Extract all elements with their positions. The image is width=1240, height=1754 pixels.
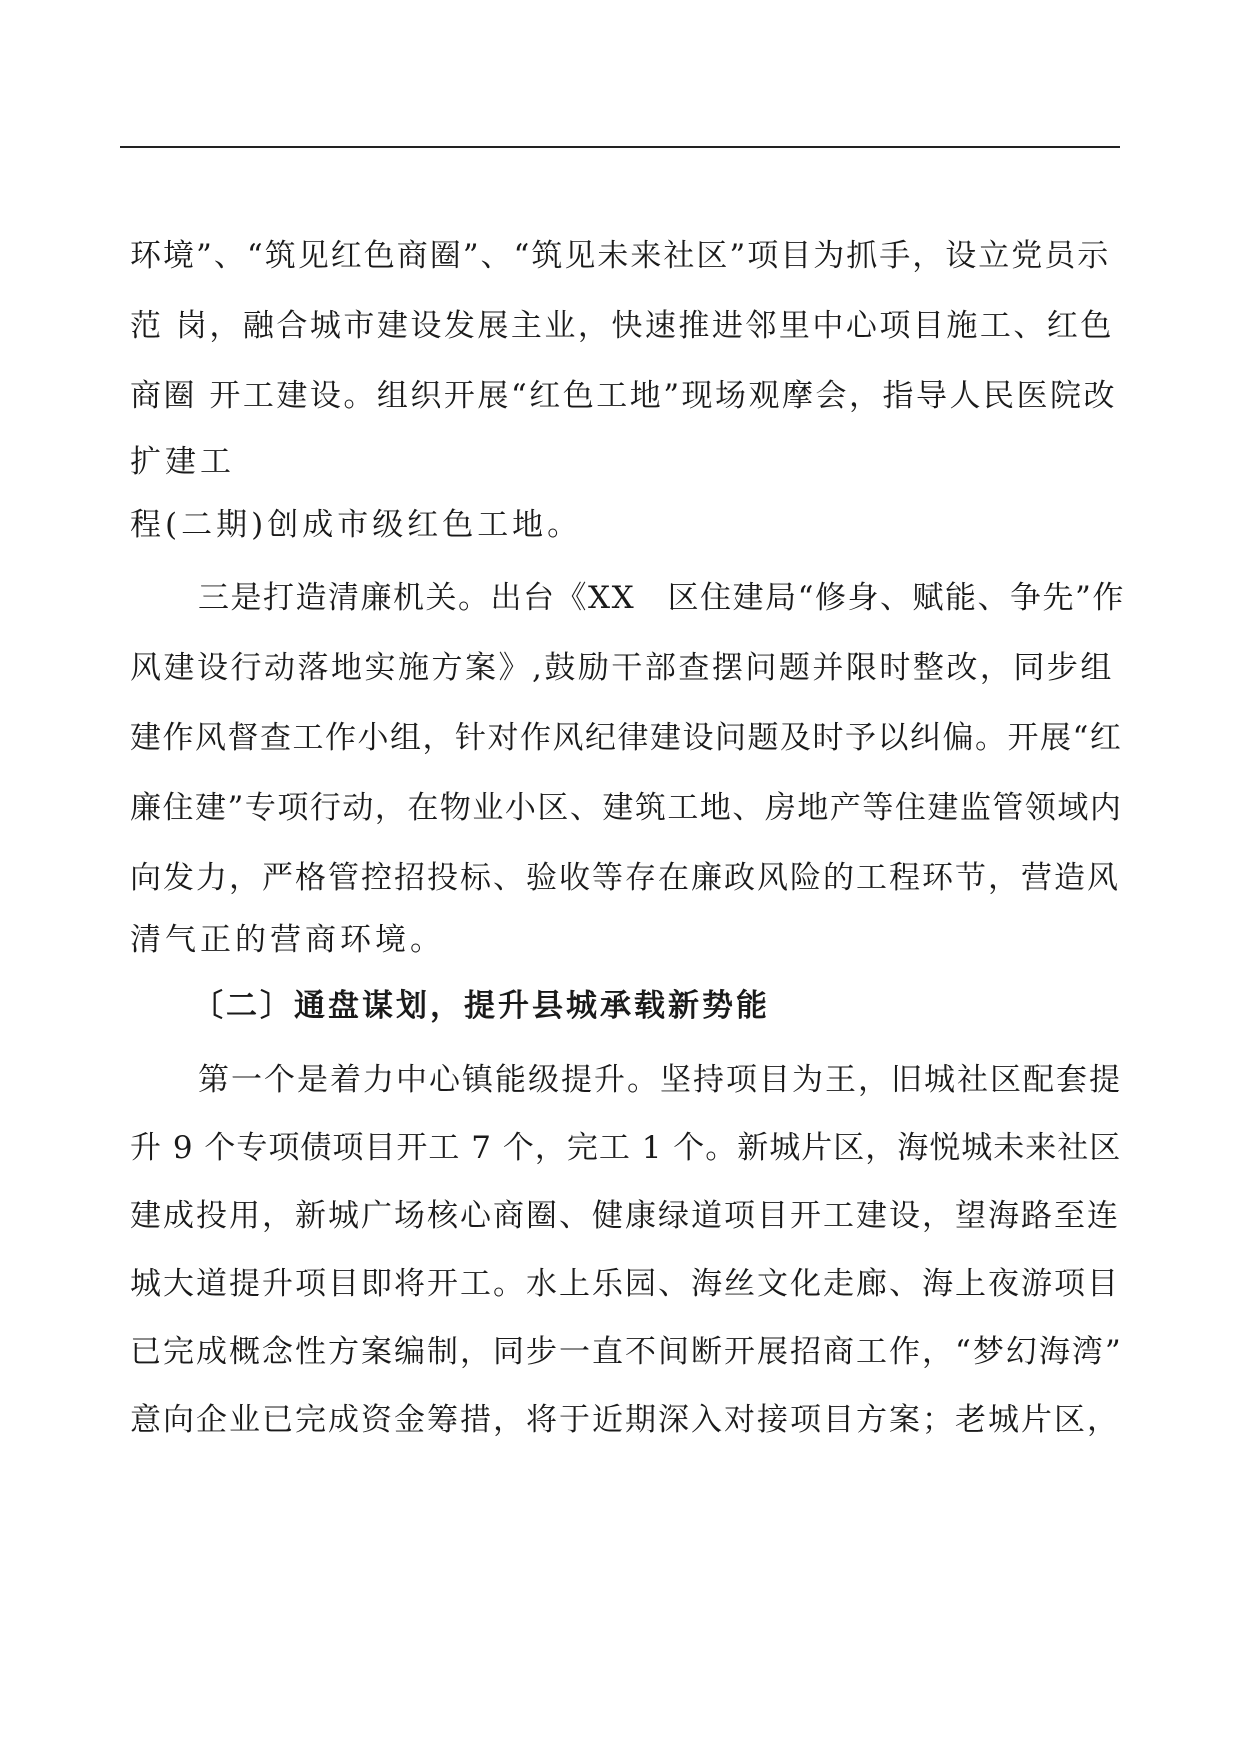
- paragraph-1-line-3: 商圈 开工建设。组织开展“红色工地”现场观摩会，指导人民医院改: [130, 378, 1118, 414]
- paragraph-1-line-4: 扩建工: [130, 444, 235, 480]
- paragraph-1-line-2: 范 岗，融合城市建设发展主业，快速推进邻里中心项目施工、红色: [130, 308, 1114, 344]
- paragraph-2-line-3: 建作风督查工作小组，针对作风纪律建设问题及时予以纠偏。开展“红: [130, 720, 1123, 756]
- paragraph-2-line-5: 向发力，严格管控招投标、验收等存在廉政风险的工程环节，营造风: [130, 860, 1120, 896]
- paragraph-3-line-1: 第一个是着力中心镇能级提升。坚持项目为王，旧城社区配套提: [198, 1062, 1122, 1098]
- paragraph-2-line-4: 廉住建”专项行动，在物业小区、建筑工地、房地产等住建监管领域内: [130, 790, 1123, 826]
- paragraph-2-line-6: 清气正的营商环境。: [130, 922, 445, 958]
- paragraph-3-line-5: 已完成概念性方案编制，同步一直不间断开展招商工作，“梦幻海湾”: [130, 1334, 1123, 1370]
- paragraph-2-line-1: 三是打造清廉机关。出台《XX 区住建局“修身、赋能、争先”作: [198, 580, 1125, 616]
- section-heading: 〔二〕通盘谋划，提升县城承载新势能: [192, 988, 770, 1024]
- paragraph-2-line-2: 风建设行动落地实施方案》,鼓励干部查摆问题并限时整改，同步组: [130, 650, 1114, 686]
- paragraph-3-line-2: 升 9 个专项债项目开工 7 个，完工 1 个。新城片区，海悦城未来社区: [130, 1130, 1122, 1166]
- header-rule: [120, 146, 1120, 148]
- paragraph-1-line-1: 环境”、“筑见红色商圈”、“筑见未来社区”项目为抓手，设立党员示: [130, 238, 1111, 274]
- paragraph-3-line-6: 意向企业已完成资金筹措，将于近期深入对接项目方案；老城片区，: [130, 1402, 1120, 1438]
- paragraph-1-line-5: 程(二期)创成市级红色工地。: [130, 507, 583, 543]
- paragraph-3-line-4: 城大道提升项目即将开工。水上乐园、海丝文化走廊、海上夜游项目: [130, 1266, 1120, 1302]
- paragraph-3-line-3: 建成投用，新城广场核心商圈、健康绿道项目开工建设，望海路至连: [130, 1198, 1120, 1234]
